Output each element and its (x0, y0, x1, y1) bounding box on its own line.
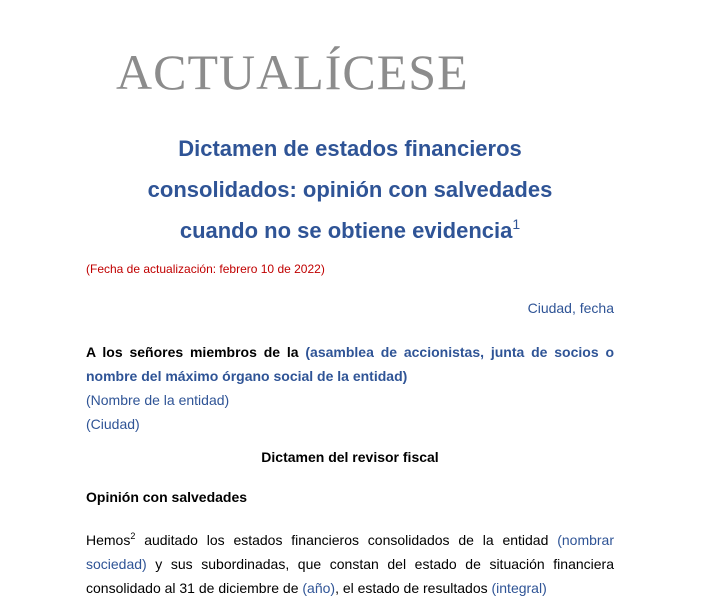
year-placeholder: (año) (302, 580, 336, 596)
city-placeholder: (Ciudad) (86, 416, 140, 432)
subheading: Opinión con salvedades (86, 489, 248, 505)
addressee-prefix: A los señores miembros de la (86, 344, 299, 360)
paragraph-text-2: y sus subordinadas, que constan del estado de situación financiera consolidado al 31 de diciembre de (86, 556, 614, 596)
entity-name-placeholder: (Nombre de la entidad) (86, 392, 230, 408)
governing-body-placeholder: (asamblea de accionistas, junta de socios o nombre del máximo órgano social de la entidad) (86, 344, 614, 384)
title-line-3-text: cuando no se obtiene evidencia (179, 218, 513, 243)
addressee-line (86, 340, 614, 388)
title-line-3 (100, 210, 600, 251)
addressee-block (86, 340, 614, 436)
company-name-placeholder: (nombrar sociedad) (86, 532, 614, 572)
footnote-marker-2[interactable]: 2 (130, 531, 136, 541)
city-date: Ciudad, fecha (527, 300, 614, 316)
paragraph-text-3: , el estado de resultados (335, 580, 492, 596)
integral-placeholder: (integral) (491, 580, 547, 596)
opinion-paragraph (86, 528, 614, 600)
paragraph-first-word: Hemos (86, 532, 131, 548)
update-date-note: (Fecha de actualización: febrero 10 de 2022) (86, 262, 325, 276)
title-line-2: consolidados: opinión con salvedades (147, 177, 553, 202)
document-title (100, 128, 600, 251)
section-heading: Dictamen del revisor fiscal (261, 449, 439, 465)
paragraph-text-1: auditado los estados financieros consolidados de la entidad (135, 532, 558, 548)
logo: ACTUALÍCESE (116, 44, 469, 100)
title-line-1: Dictamen de estados financieros (178, 136, 522, 161)
footnote-marker[interactable]: 1 (512, 216, 521, 232)
